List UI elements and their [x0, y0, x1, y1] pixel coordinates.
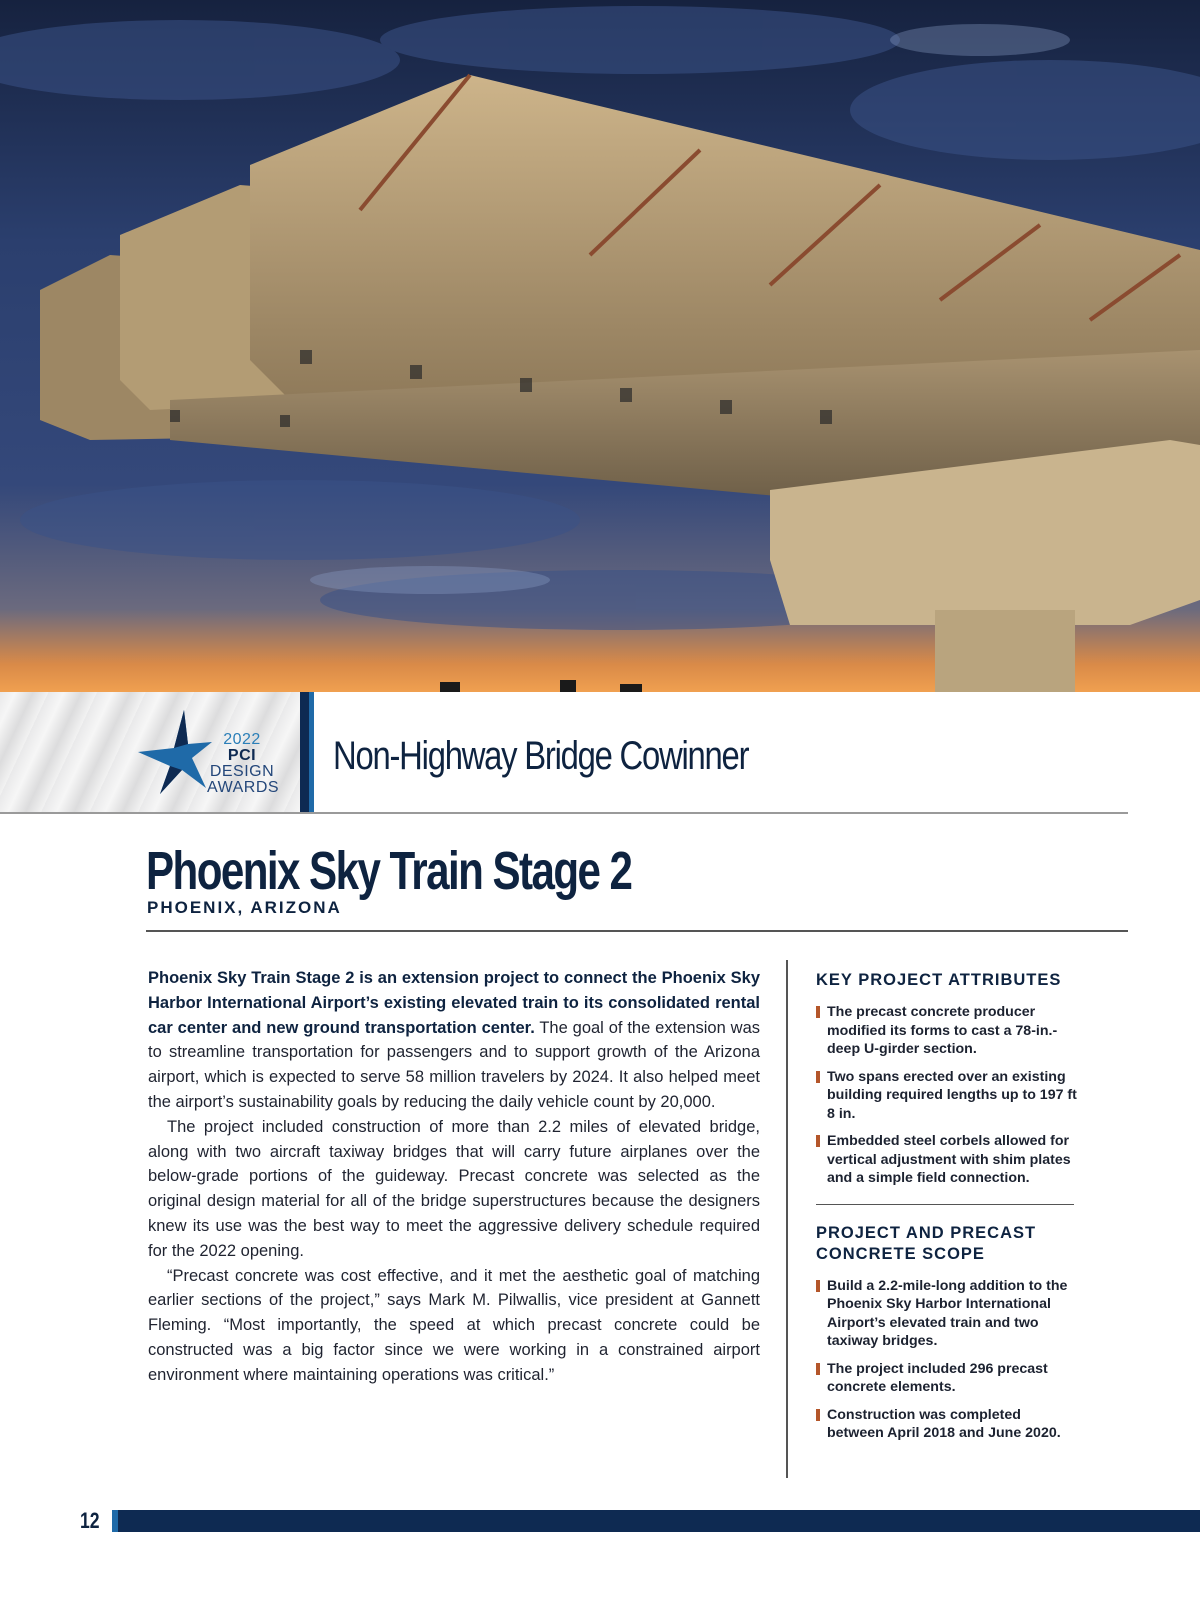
bridge-photo-illustration [0, 0, 1200, 692]
attributes-heading: KEY PROJECT ATTRIBUTES [816, 971, 1062, 989]
hero-photo [0, 0, 1200, 692]
column-rule [786, 960, 788, 1478]
banner-rule [0, 812, 1128, 814]
article-title: Phoenix Sky Train Stage 2 [146, 841, 632, 901]
paragraph-2: The project included construction of more than 2.2 miles of elevated bridge, along with two aircraft taxiway bridges that will carry future airplanes over the below-grade portions of the guideway. Precast concrete was selected as the original design material for all of the bridge superstructures because the designers knew its use was the best way to meet the aggressive delivery schedule required for the 2022 opening. [148, 1117, 760, 1260]
list-item: Construction was completed between April 2018 and June 2020. [816, 1406, 1078, 1443]
award-line-awards: AWARDS [207, 779, 280, 796]
article-location: PHOENIX, ARIZONA [147, 898, 342, 917]
paragraph-1-rest: The goal of the extension was to streamline transportation for passengers and to support growth of the Arizona airport, which is expected to serve 58 million travelers by 2024. It also helped meet the airport’s sustainability goals by reducing the daily vehicle count by 20,000. [148, 1018, 760, 1111]
paragraph-1 [148, 966, 760, 1115]
sidebar [816, 970, 1078, 1452]
attributes-list [816, 1003, 1078, 1188]
award-star-icon [136, 708, 212, 794]
award-year: 2022 [223, 731, 261, 748]
list-item: Build a 2.2-mile-long addition to the Phoenix Sky Harbor International Airport’s elevated train and two taxiway bridges. [816, 1277, 1078, 1351]
list-item: Two spans erected over an existing building required lengths up to 197 ft 8 in. [816, 1068, 1078, 1124]
award-category: Non-Highway Bridge Cowinner [333, 734, 749, 778]
lead-text: Phoenix Sky Train Stage 2 is an extension project to connect the Phoenix Sky Harbor International Airport’s existing elevated train to its consolidated rental car center and new ground transportation center. [148, 969, 760, 1037]
footer-bar [118, 1510, 1200, 1532]
award-org: PCI [227, 747, 257, 764]
sidebar-rule [816, 1204, 1074, 1205]
list-item: Embedded steel corbels allowed for vertical adjustment with shim plates and a simple field connection. [816, 1132, 1078, 1188]
scope-list [816, 1277, 1078, 1443]
page-number: 12 [80, 1508, 100, 1533]
award-logo-text [207, 731, 280, 796]
title-rule [146, 930, 1128, 932]
scope-heading: PROJECT AND PRECAST CONCRETE SCOPE [816, 1223, 1037, 1263]
list-item: The precast concrete producer modified its forms to cast a 78-in.-deep U-girder section. [816, 1003, 1078, 1059]
banner-divider-accent [309, 692, 314, 814]
award-line-design: DESIGN [209, 763, 275, 780]
award-banner [0, 692, 1200, 814]
paragraph-3: “Precast concrete was cost effective, and it met the aesthetic goal of matching earlier sections of the project,” says Mark M. Pilwallis, vice president at Gannett Fleming. “Most importantly, the speed at which precast concrete could be constructed was a big factor since we were working in a constrained airport environment where maintaining operations was critical.” [148, 1266, 760, 1384]
article-body [148, 966, 760, 1388]
list-item: The project included 296 precast concrete elements. [816, 1360, 1078, 1397]
